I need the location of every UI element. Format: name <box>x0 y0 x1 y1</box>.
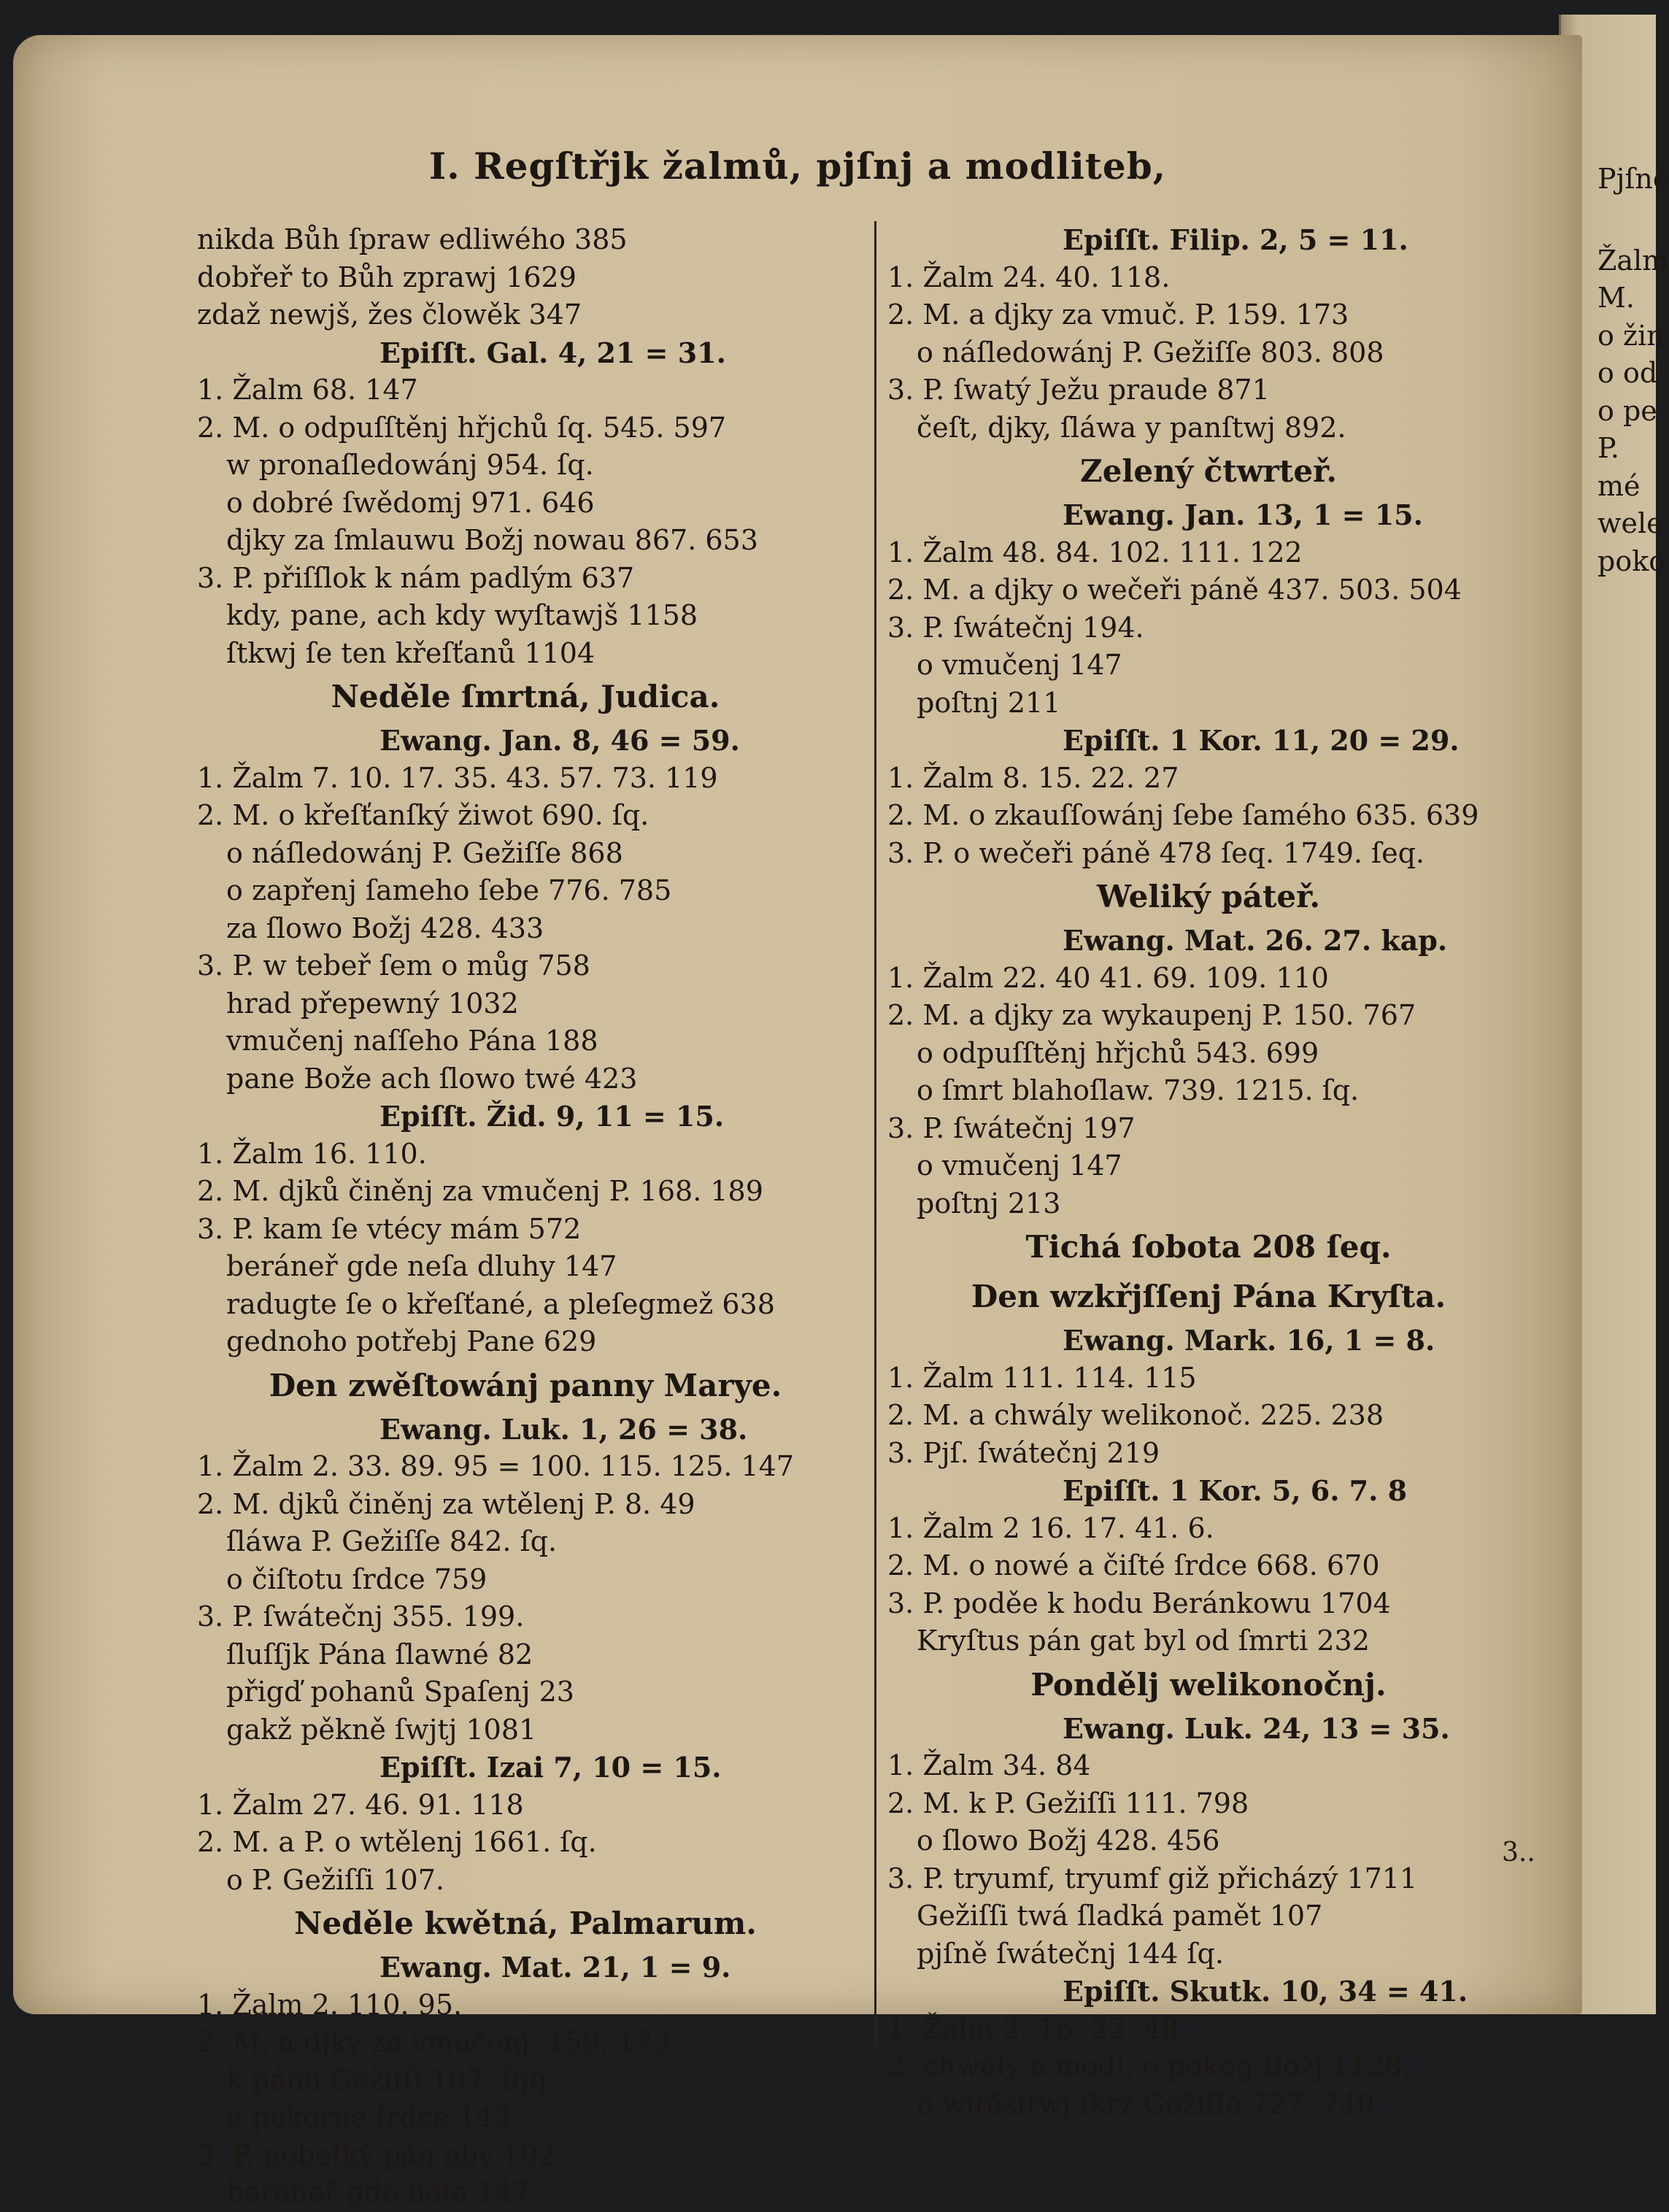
next-page-fragment: Pjſně <box>1597 163 1669 195</box>
right-column <box>887 221 1530 2123</box>
reading-reference: Ewang. Jan. 13, 1 = 15. <box>1063 498 1423 531</box>
index-entry: 2. M. a djky za vmuč. P. 159. 173 <box>887 298 1349 331</box>
index-entry: radugte ſe o křeſťané, a pleſegmež 638 <box>226 1287 775 1320</box>
index-entry: 2. M. a chwály welikonoč. 225. 238 <box>887 1399 1384 1431</box>
index-entry: 1. Žalm 2. 110. 95. <box>197 1988 463 2021</box>
index-entry: pjſně ſwátečnj 144 ſq. <box>917 1937 1224 1970</box>
reading-reference: Ewang. Mat. 21, 1 = 9. <box>379 1951 731 1984</box>
index-entry: za ſlowo Božj 428. 433 <box>226 912 544 944</box>
reading-reference: Epiſſt. 1 Kor. 5, 6. 7. 8 <box>1063 1474 1408 1507</box>
index-entry: o ſmrt blahoſlaw. 739. 1215. ſq. <box>917 1074 1360 1106</box>
index-entry: 2. M. djků činěnj za vmučenj P. 168. 189 <box>197 1175 763 1207</box>
next-page-fragment: poko <box>1597 544 1666 577</box>
index-entry: 3. P. nebeſký pán aby 192 <box>197 2138 556 2171</box>
next-page-fragment: wele <box>1597 507 1663 539</box>
reading-reference: Ewang. Jan. 8, 46 = 59. <box>379 724 740 757</box>
index-entry: 3. P. ſwátečnj 194. <box>887 611 1144 644</box>
index-entry: 1. Žalm 2. 16. 22. 48 <box>887 2012 1179 2045</box>
section-heading: Weliký páteř. <box>1096 879 1321 914</box>
reading-reference: Epiſſt. Skutk. 10, 34 = 41. <box>1063 1975 1468 2008</box>
index-entry: čeſt, djky, ſláwa y panſtwj 892. <box>917 411 1346 444</box>
index-entry: 1. Žalm 7. 10. 17. 35. 43. 57. 73. 119 <box>197 761 718 794</box>
index-entry: nikda Bůh ſpraw edliwého 385 <box>197 223 628 255</box>
index-entry: poſtnj 211 <box>917 686 1061 719</box>
index-entry: o náſledowánj P. Gežiſſe 803. 808 <box>917 336 1384 369</box>
index-entry: hrad přepewný 1032 <box>226 987 519 1020</box>
index-entry: 3. P. přiſſlok k nám padlým 637 <box>197 561 635 594</box>
index-entry: o čiſtotu ſrdce 759 <box>226 1562 487 1595</box>
index-entry: ſláwa P. Gežiſſe 842. ſq. <box>226 1525 558 1557</box>
reading-reference: Ewang. Mark. 16, 1 = 8. <box>1063 1324 1435 1357</box>
index-entry: dobřeř to Bůh zprawj 1629 <box>197 261 577 293</box>
index-entry: o vmučenj 147 <box>917 1149 1122 1182</box>
section-heading: Zelený čtwrteř. <box>1080 453 1337 489</box>
index-entry: 1. Žalm 111. 114. 115 <box>887 1361 1197 1394</box>
index-entry: o pokorné ſrdce 143 <box>226 2101 512 2133</box>
page-number: 3.. <box>1502 1838 1535 1868</box>
index-entry: Gežiſſi twá ſladká pamět 107 <box>917 1900 1323 1932</box>
index-entry: 2. M. a P. o wtělenj 1661. ſq. <box>197 1826 597 1858</box>
next-page-fragment: o žin <box>1597 319 1665 352</box>
index-entry: djky za ſmlauwu Božj nowau 867. 653 <box>226 524 758 556</box>
index-entry: ſtkwj ſe ten křeſťanů 1104 <box>226 636 595 669</box>
section-heading: Den zwěſtowánj panny Marye. <box>269 1367 782 1403</box>
index-entry: 1. Žalm 8. 15. 22. 27 <box>887 761 1179 794</box>
section-heading: Tichá ſobota 208 ſeq. <box>1025 1229 1392 1265</box>
index-entry: 2. M. a djky za wykaupenj P. 150. 767 <box>887 999 1416 1031</box>
index-entry: o witězſtwj ſkrz Gežiſſe 727. 740 <box>917 2087 1375 2120</box>
next-page-fragments <box>1576 161 1669 580</box>
next-page-fragment: M. <box>1597 282 1635 314</box>
index-entry: 3. P. o wečeři páně 478 ſeq. 1749. ſeq. <box>887 836 1425 869</box>
reading-reference: Epiſſt. Gal. 4, 21 = 31. <box>379 336 726 369</box>
index-entry: 1. Žalm 34. 84 <box>887 1749 1091 1781</box>
index-entry: 3. P. poděe k hodu Beránkowu 1704 <box>887 1587 1391 1619</box>
index-entry: beráneř gde neſa 147 <box>226 2176 531 2208</box>
index-entry: o zapřenj ſameho ſebe 776. 785 <box>226 874 672 906</box>
index-entry: 2. chwály a modl. o pokog Božj 1128. <box>887 2050 1411 2082</box>
index-entry: 2. M. o nowé a čiſté ſrdce 668. 670 <box>887 1549 1380 1581</box>
next-page-fragment: o od <box>1597 357 1658 389</box>
index-entry: beráneř gde neſa dluhy 147 <box>226 1250 617 1282</box>
index-entry: 1. Žalm 2. 33. 89. 95 = 100. 115. 125. 147 <box>197 1450 794 1482</box>
next-page-fragment: Žalm <box>1597 244 1669 277</box>
reading-reference: Ewang. Luk. 1, 26 = 38. <box>379 1412 748 1446</box>
index-entry: 1. Žalm 24. 40. 118. <box>887 261 1171 293</box>
index-entry: o dobré ſwědomj 971. 646 <box>226 486 595 519</box>
next-page-fragment: mé <box>1597 469 1641 502</box>
index-entry: 3. P. w tebeř ſem o můg 758 <box>197 949 590 982</box>
section-heading: Pondělj welikonočnj. <box>1030 1666 1387 1703</box>
index-entry: 1. Žalm 16. 110. <box>197 1137 427 1170</box>
index-entry: pane Bože ach ſlowo twé 423 <box>226 1062 638 1095</box>
index-entry: gednoho potřebj Pane 629 <box>226 1325 597 1357</box>
reading-reference: Ewang. Mat. 26. 27. kap. <box>1063 924 1448 957</box>
index-entry: 2. M. k P. Gežiſſi 111. 798 <box>887 1787 1249 1819</box>
index-entry: 1. Žalm 48. 84. 102. 111. 122 <box>887 536 1303 569</box>
reading-reference: Epiſſt. Izai 7, 10 = 15. <box>379 1751 722 1784</box>
index-entry: o P. Gežiſſi 107. <box>226 1863 444 1896</box>
section-heading: Neděle ſmrtná, Judica. <box>331 679 720 714</box>
index-entry: 1. Žalm 22. 40 41. 69. 109. 110 <box>887 961 1329 994</box>
index-entry: 3. P. kam ſe vtécy mám 572 <box>197 1212 582 1245</box>
index-entry: 1. Žalm 2 16. 17. 41. 6. <box>887 1511 1214 1544</box>
index-entry: 3. P. ſwátečnj 197 <box>887 1111 1136 1144</box>
index-entry: 2. M. o křeſťanſký žiwot 690. ſq. <box>197 799 650 831</box>
page-header: I. Regſtřjk žalmů, pjſnj a modliteb, <box>428 144 1167 188</box>
index-entry: 1. Žalm 68. 147 <box>197 374 418 406</box>
index-entry: gakž pěkně ſwjtj 1081 <box>226 1713 537 1746</box>
index-entry: 2. M. a djky o wečeři páně 437. 503. 504 <box>887 574 1462 606</box>
reading-reference: Epiſſt. 1 Kor. 11, 20 = 29. <box>1063 724 1460 757</box>
section-heading: Neděle kwětná, Palmarum. <box>294 1905 757 1941</box>
reading-reference: Epiſſt. Filip. 2, 5 = 11. <box>1063 223 1408 256</box>
index-entry: 1. Žalm 27. 46. 91. 118 <box>197 1788 524 1821</box>
reading-reference: Epiſſt. Žid. 9, 11 = 15. <box>379 1100 725 1133</box>
index-entry: 3. P. tryumf, tryumf giž přicházý 1711 <box>887 1862 1418 1895</box>
index-entry: o ſlowo Božj 428. 456 <box>917 1824 1220 1857</box>
index-entry: 2. M. o odpuſſtěnj hřjchů ſq. 545. 597 <box>197 411 727 444</box>
index-entry: poſtnj 213 <box>917 1187 1061 1219</box>
index-entry: o vmučenj 147 <box>917 649 1122 681</box>
section-heading: Den wzkřjſſenj Pána Kryſta. <box>971 1279 1446 1314</box>
index-entry: 3. P. ſwátečnj 355. 199. <box>197 1600 525 1633</box>
reading-reference: Ewang. Luk. 24, 13 = 35. <box>1063 1711 1450 1745</box>
next-page-fragment: o pe <box>1597 394 1657 427</box>
index-entry: 2. M. a djky za vmučenj. 159. 173 <box>197 2026 671 2058</box>
index-entry: přigď pohanů Spaſenj 23 <box>226 1676 574 1708</box>
index-entry: kdy, pane, ach kdy wyſtawjš 1158 <box>226 599 698 631</box>
column-divider <box>874 221 876 2046</box>
next-page-fragment: P. <box>1597 432 1619 464</box>
index-entry: 3. Pjſ. ſwátečnj 219 <box>887 1436 1160 1469</box>
index-entry: 2. M. o zkauſſowánj ſebe ſamého 635. 639 <box>887 799 1479 831</box>
index-entry: zdaž newjš, žes člowěk 347 <box>197 298 582 331</box>
index-entry: w pronaſledowánj 954. ſq. <box>226 449 594 481</box>
left-column <box>197 221 854 2212</box>
index-entry: Kryſtus pán gat byl od ſmrti 232 <box>917 1625 1370 1657</box>
index-entry: o odpuſſtěnj hřjchů 543. 699 <box>917 1036 1319 1069</box>
book-page <box>13 35 1582 2208</box>
index-entry: 2. M. djků činěnj za wtělenj P. 8. 49 <box>197 1487 695 1520</box>
index-entry: vmučenj naſſeho Pána 188 <box>226 1025 598 1057</box>
index-entry: o náſledowánj P. Gežiſſe 868 <box>226 836 623 869</box>
index-entry: ſluſſjk Pána ſlawné 82 <box>226 1638 533 1670</box>
index-entry: 3. P. ſwatý Ježu praude 871 <box>887 374 1270 406</box>
index-entry: k pánu Gežiſſi 107. ſqq. <box>226 2063 556 2096</box>
